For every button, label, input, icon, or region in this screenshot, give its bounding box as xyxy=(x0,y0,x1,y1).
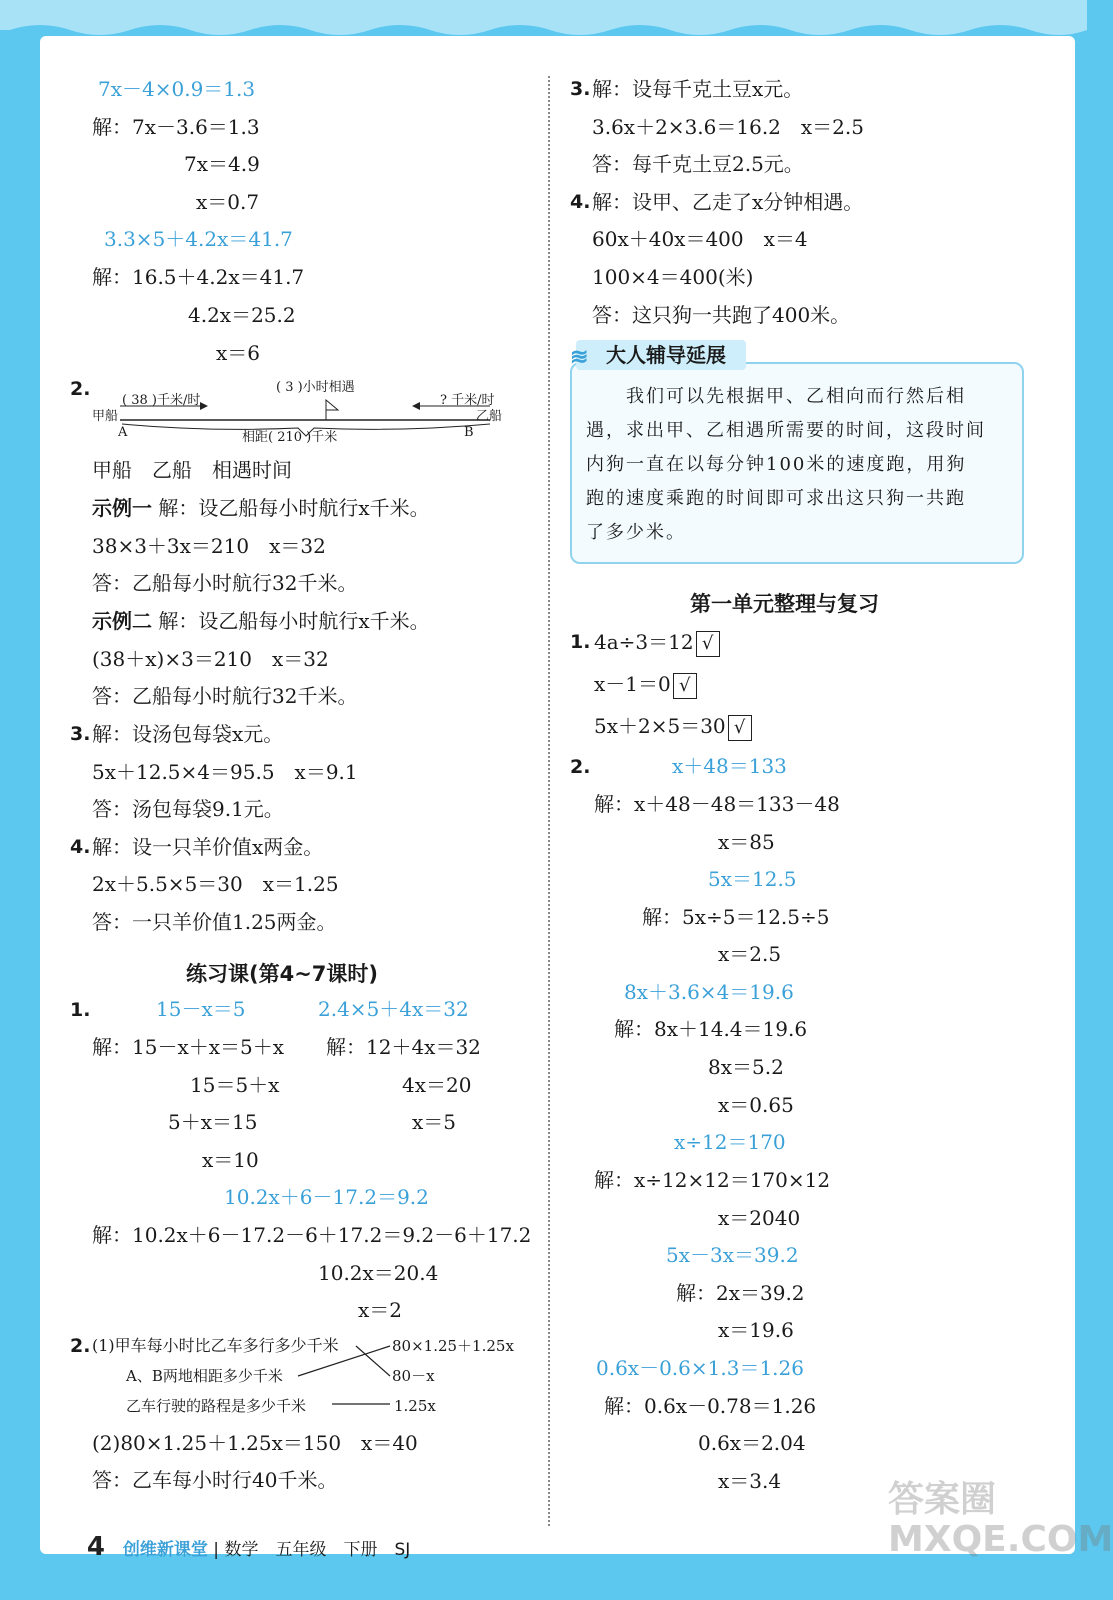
matching-answer: 80×1.25＋1.25x xyxy=(392,1337,514,1355)
question-number: 1. xyxy=(570,631,591,653)
tip-text-line: 内狗一直在以每分钟100米的速度跑，用狗 xyxy=(586,454,967,475)
column-divider xyxy=(548,76,550,1526)
solution-line: 解：8x＋14.4＝19.6 xyxy=(614,1017,808,1041)
meeting-time: ( 3 )小时相遇 xyxy=(276,380,355,395)
solution-line: 解：x＋48－48＝133－48 xyxy=(594,792,840,816)
brand-name: 创维新课堂 xyxy=(122,1540,208,1560)
solution-line: 解：5x÷5＝12.5÷5 xyxy=(642,905,830,929)
answer-line: 答：一只羊价值1.25两金。 xyxy=(92,910,337,934)
solution-line: 解：15－x＋x＝5＋x xyxy=(92,1035,285,1059)
solution-line: 10.2x＝20.4 xyxy=(318,1261,439,1285)
tip-text-line: 了多少米。 xyxy=(586,522,686,543)
worksheet-page xyxy=(40,36,1075,1554)
distance-label: 相距( 210 )千米 xyxy=(242,430,338,445)
solution-line: 解：10.2x＋6－17.2－6＋17.2＝9.2－6＋17.2 xyxy=(92,1223,532,1247)
equation: x÷12＝170 xyxy=(674,1130,786,1154)
solution-line: 8x＝5.2 xyxy=(708,1055,784,1079)
solution-line: 100×4＝400(米) xyxy=(592,265,754,289)
solution-line: 解：x÷12×12＝170×12 xyxy=(594,1168,831,1192)
check-box: √ xyxy=(696,631,720,657)
solution-line: 解：16.5＋4.2x＝41.7 xyxy=(92,265,305,289)
tip-text-line: 我们可以先根据甲、乙相向而行然后相 xyxy=(626,386,966,407)
matching-item: A、B两地相距多少千米 xyxy=(126,1367,283,1385)
watermark-logo: 答案圈 MXQE.COM xyxy=(888,1479,1113,1560)
ship-a-speed: ( 38 )千米/时 xyxy=(122,393,201,408)
question-number: 4. xyxy=(70,836,91,858)
question-number: 2. xyxy=(570,756,591,778)
solution-line: 4.2x＝25.2 xyxy=(188,303,296,327)
solution-line: 38×3＋3x＝210 x＝32 xyxy=(92,534,326,558)
example-text: 解：设乙船每小时航行x千米。 xyxy=(158,609,430,633)
solution-line: 5x＋12.5×4＝95.5 x＝9.1 xyxy=(92,760,358,784)
solution-line: 解：设一只羊价值x两金。 xyxy=(92,835,324,859)
solution-line: 7x＝4.9 xyxy=(184,152,260,176)
page-footer xyxy=(76,1512,410,1562)
solution-line: 15＝5＋x xyxy=(190,1073,280,1097)
judgment-line xyxy=(594,630,720,657)
solution-line: x＝5 xyxy=(412,1110,457,1134)
question-number: 2. xyxy=(70,1335,91,1357)
table-headers: 甲船 乙船 相遇时间 xyxy=(92,458,292,482)
question-number: 4. xyxy=(570,191,591,213)
matching-item: 乙车行驶的路程是多少千米 xyxy=(126,1397,307,1415)
matching-answer: 80－x xyxy=(392,1367,435,1385)
solution-line: x＝0.7 xyxy=(196,190,260,214)
example-text: 解：设乙船每小时航行x千米。 xyxy=(158,496,430,520)
example-label: 示例二 xyxy=(92,609,152,633)
answer-line: 答：乙车每小时行40千米。 xyxy=(92,1468,338,1492)
solution-line: 60x＋40x＝400 x＝4 xyxy=(592,227,808,251)
solution-line: 5＋x＝15 xyxy=(168,1110,258,1134)
equation: 15－x＝5 xyxy=(156,997,246,1021)
point-a: A xyxy=(118,425,128,440)
example-line xyxy=(92,496,430,520)
tip-text-line: 遇，求出甲、乙相遇所需要的时间，这段时间 xyxy=(586,420,986,441)
judgment-line xyxy=(594,672,697,699)
section-title: 第一单元整理与复习 xyxy=(690,592,879,616)
point-b: B xyxy=(464,425,474,440)
ship-b-speed: ? 千米/时 xyxy=(440,393,495,408)
solution-line: 解：设汤包每袋x元。 xyxy=(92,722,284,746)
solution-line: 解：2x＝39.2 xyxy=(676,1281,805,1305)
solution-line: x＝0.65 xyxy=(718,1093,794,1117)
ship-b-label: 乙船 xyxy=(476,409,503,424)
waves-icon: ≋ xyxy=(570,344,589,370)
question-number: 3. xyxy=(570,78,591,100)
question-number: 3. xyxy=(70,723,91,745)
equation: 3.3×5＋4.2x＝41.7 xyxy=(104,227,293,251)
matching-lines xyxy=(290,1340,390,1410)
equation: 4a÷3＝12 xyxy=(594,630,694,654)
matching-answer: 1.25x xyxy=(394,1397,436,1415)
ship-a-label: 甲船 xyxy=(92,409,119,424)
book-info: | 数学 五年级 下册 SJ xyxy=(207,1540,411,1560)
question-number: 1. xyxy=(70,999,91,1021)
equation: 0.6x－0.6×1.3＝1.26 xyxy=(596,1356,804,1380)
solution-line: 2x＋5.5×5＝30 x＝1.25 xyxy=(92,872,339,896)
solution-line: x＝85 xyxy=(718,830,775,854)
solution-line: 解：设甲、乙走了x分钟相遇。 xyxy=(592,190,864,214)
answer-line: 答：乙船每小时航行32千米。 xyxy=(92,571,358,595)
solution-line: 解：设每千克土豆x元。 xyxy=(592,77,804,101)
judgment-line xyxy=(594,714,752,741)
page-number: 4 xyxy=(86,1532,105,1562)
solution-line: (2)80×1.25＋1.25x＝150 x＝40 xyxy=(92,1431,418,1455)
solution-line: x＝2 xyxy=(358,1298,403,1322)
tip-label: 大人辅导延展 xyxy=(576,340,746,370)
solution-line: 3.6x＋2×3.6＝16.2 x＝2.5 xyxy=(592,115,864,139)
solution-line: 0.6x＝2.04 xyxy=(698,1431,806,1455)
equation: 2.4×5＋4x＝32 xyxy=(318,997,469,1021)
check-box: √ xyxy=(673,673,697,699)
equation: 10.2x＋6－17.2＝9.2 xyxy=(224,1185,429,1209)
solution-line: x＝6 xyxy=(216,341,261,365)
question-number: 2. xyxy=(70,378,91,400)
equation: 8x＋3.6×4＝19.6 xyxy=(624,980,794,1004)
solution-line: x＝2.5 xyxy=(718,942,782,966)
equation: 5x＋2×5＝30 xyxy=(594,714,726,738)
equation: 5x＝12.5 xyxy=(708,867,797,891)
solution-line: 解：12＋4x＝32 xyxy=(326,1035,481,1059)
example-line xyxy=(92,609,430,633)
check-box: √ xyxy=(728,715,752,741)
solution-line: x＝19.6 xyxy=(718,1318,794,1342)
tip-text-line: 跑的速度乘跑的时间即可求出这只狗一共跑 xyxy=(586,488,966,509)
solution-line: x＝10 xyxy=(202,1148,259,1172)
equation: x－1＝0 xyxy=(594,672,671,696)
answer-line: 答：乙船每小时航行32千米。 xyxy=(92,684,358,708)
solution-line: (38＋x)×3＝210 x＝32 xyxy=(92,647,329,671)
example-label: 示例一 xyxy=(92,496,152,520)
equation: x＋48＝133 xyxy=(672,754,787,778)
answer-line: 答：汤包每袋9.1元。 xyxy=(92,797,284,821)
answer-line: 答：每千克土豆2.5元。 xyxy=(592,152,804,176)
equation: 5x－3x＝39.2 xyxy=(666,1243,799,1267)
equation: 7x－4×0.9＝1.3 xyxy=(98,77,256,101)
solution-line: x＝3.4 xyxy=(718,1469,782,1493)
answer-line: 答：这只狗一共跑了400米。 xyxy=(592,303,851,327)
solution-line: 解：0.6x－0.78＝1.26 xyxy=(604,1394,817,1418)
solution-line: 4x＝20 xyxy=(402,1073,472,1097)
solution-line: x＝2040 xyxy=(718,1206,801,1230)
matching-item: (1)甲车每小时比乙车多行多少千米 xyxy=(92,1336,339,1355)
solution-line: 解：7x－3.6＝1.3 xyxy=(92,115,260,139)
section-title: 练习课(第4~7课时) xyxy=(186,962,379,986)
